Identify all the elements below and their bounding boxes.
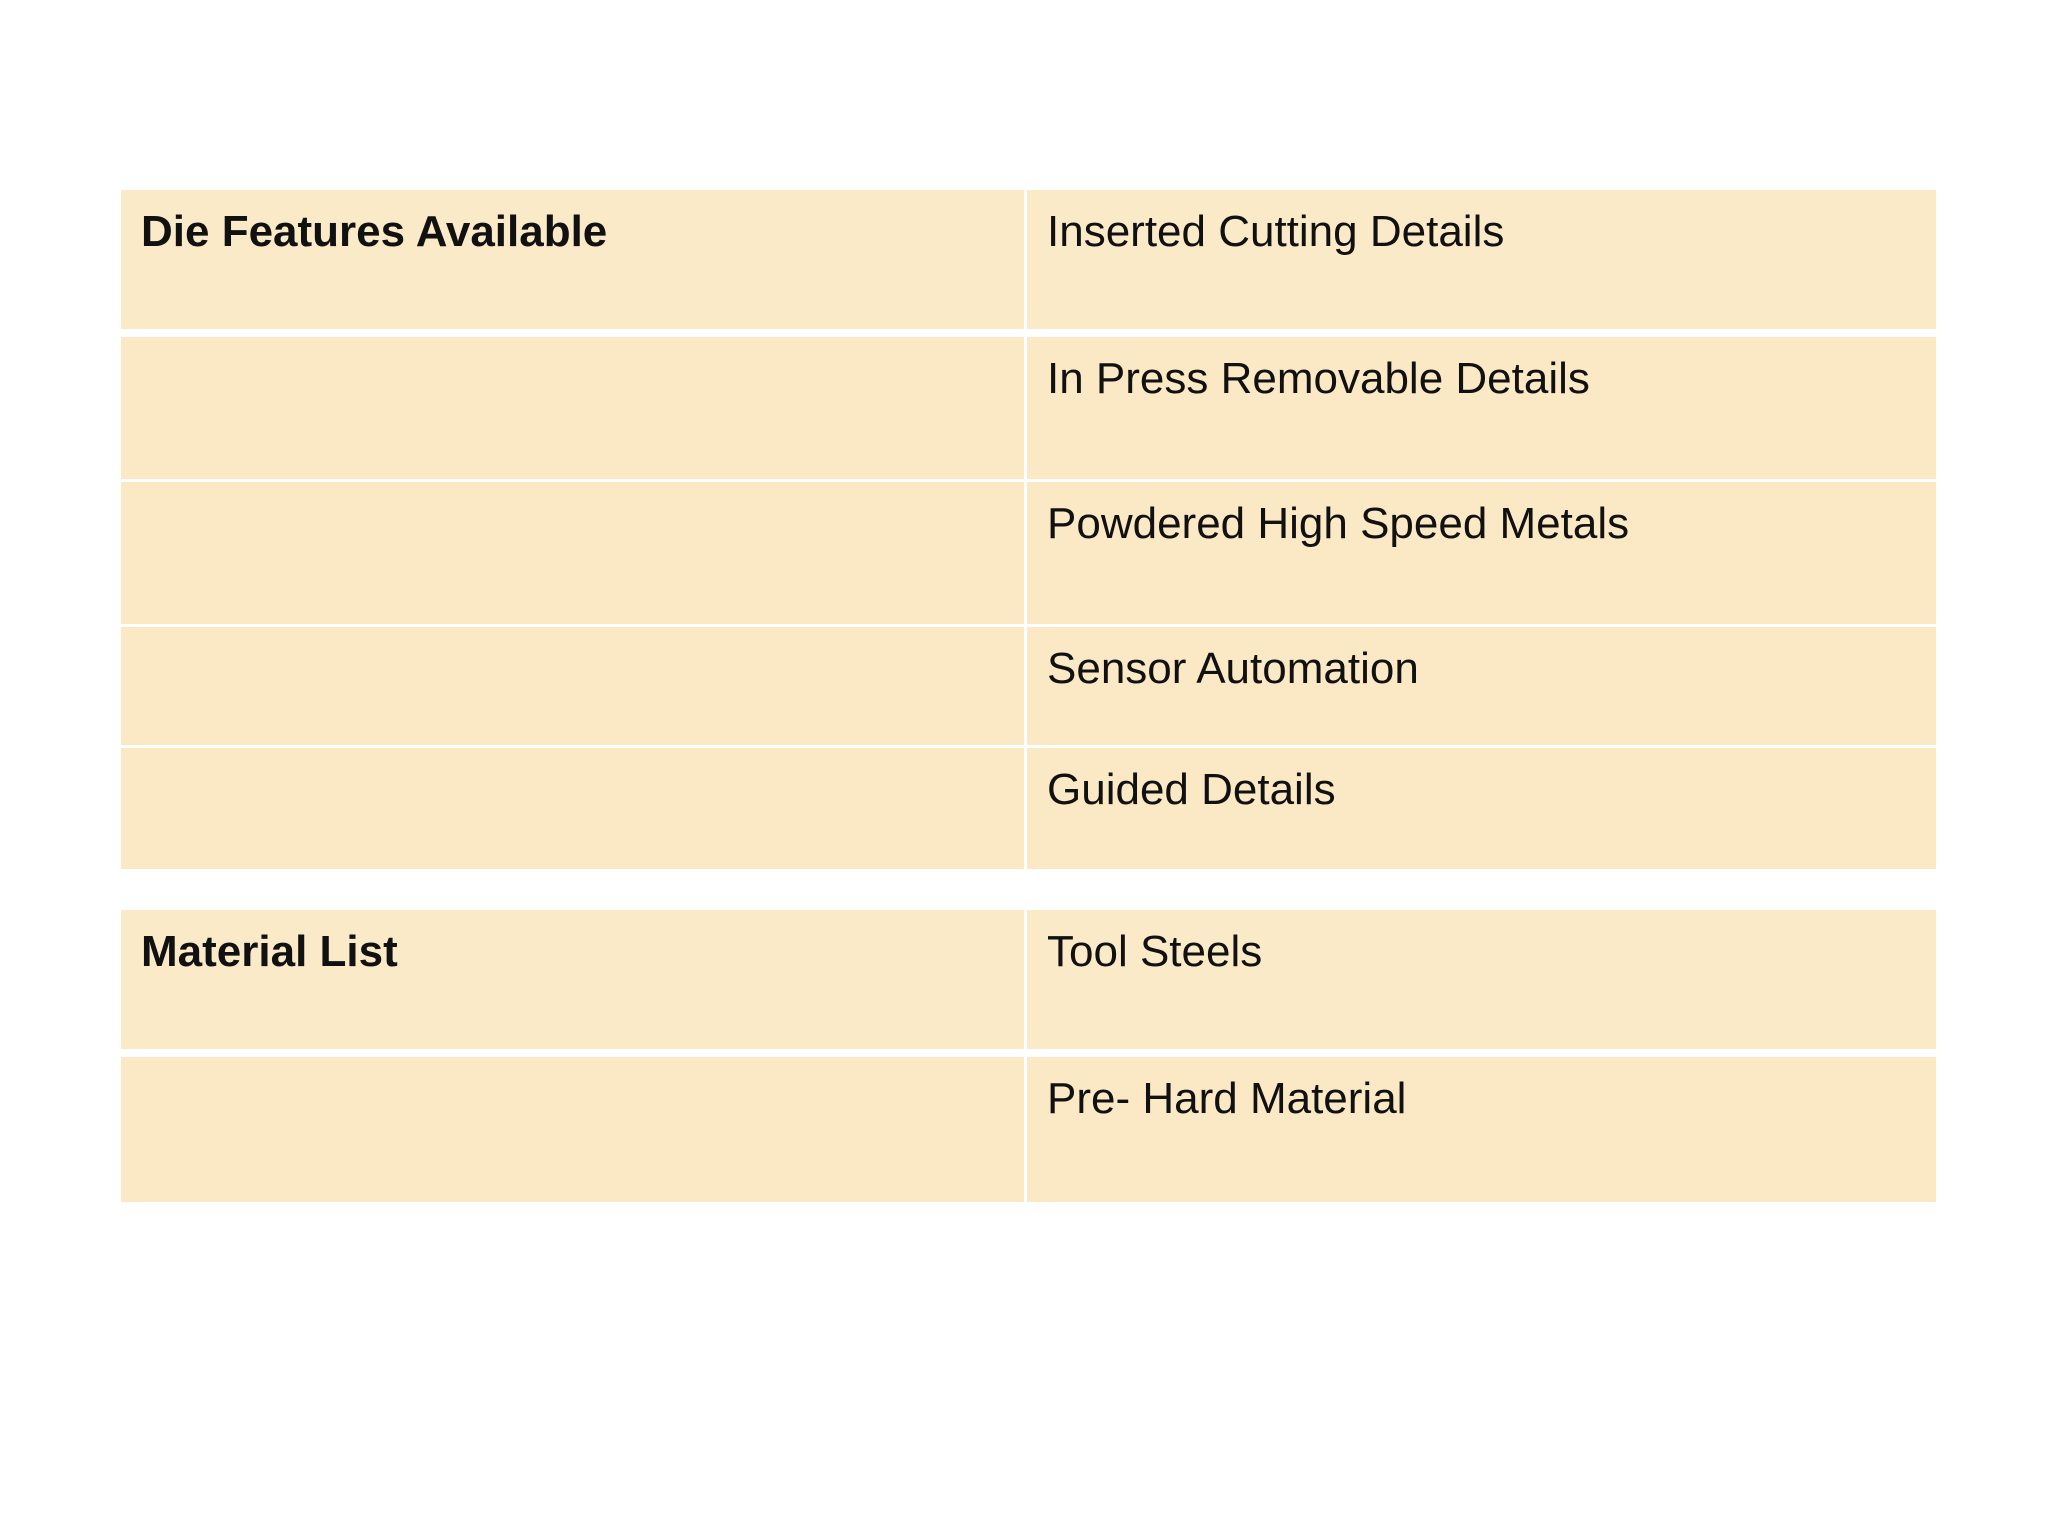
- table-row: [121, 1057, 1936, 1202]
- feature-item: In Press Removable Details: [1027, 337, 1936, 479]
- material-item: Pre- Hard Material: [1027, 1057, 1936, 1202]
- die-features-table: [121, 190, 1936, 869]
- empty-cell: [121, 627, 1027, 745]
- empty-cell: [121, 482, 1027, 624]
- empty-cell: [121, 337, 1027, 479]
- feature-item: Guided Details: [1027, 748, 1936, 869]
- material-item: Tool Steels: [1027, 910, 1936, 1049]
- table-row: [121, 748, 1936, 869]
- table-row: [121, 190, 1936, 337]
- feature-item: Sensor Automation: [1027, 627, 1936, 745]
- empty-cell: [121, 1057, 1027, 1202]
- feature-item: Inserted Cutting Details: [1027, 190, 1936, 329]
- table-row: [121, 627, 1936, 748]
- material-list-table: [121, 910, 1936, 1202]
- empty-cell: [121, 748, 1027, 869]
- feature-item: Powdered High Speed Metals: [1027, 482, 1936, 624]
- table-row: [121, 337, 1936, 482]
- table-row: [121, 482, 1936, 627]
- section-label: Material List: [121, 910, 1027, 1049]
- section-label: Die Features Available: [121, 190, 1027, 329]
- table-row: [121, 910, 1936, 1057]
